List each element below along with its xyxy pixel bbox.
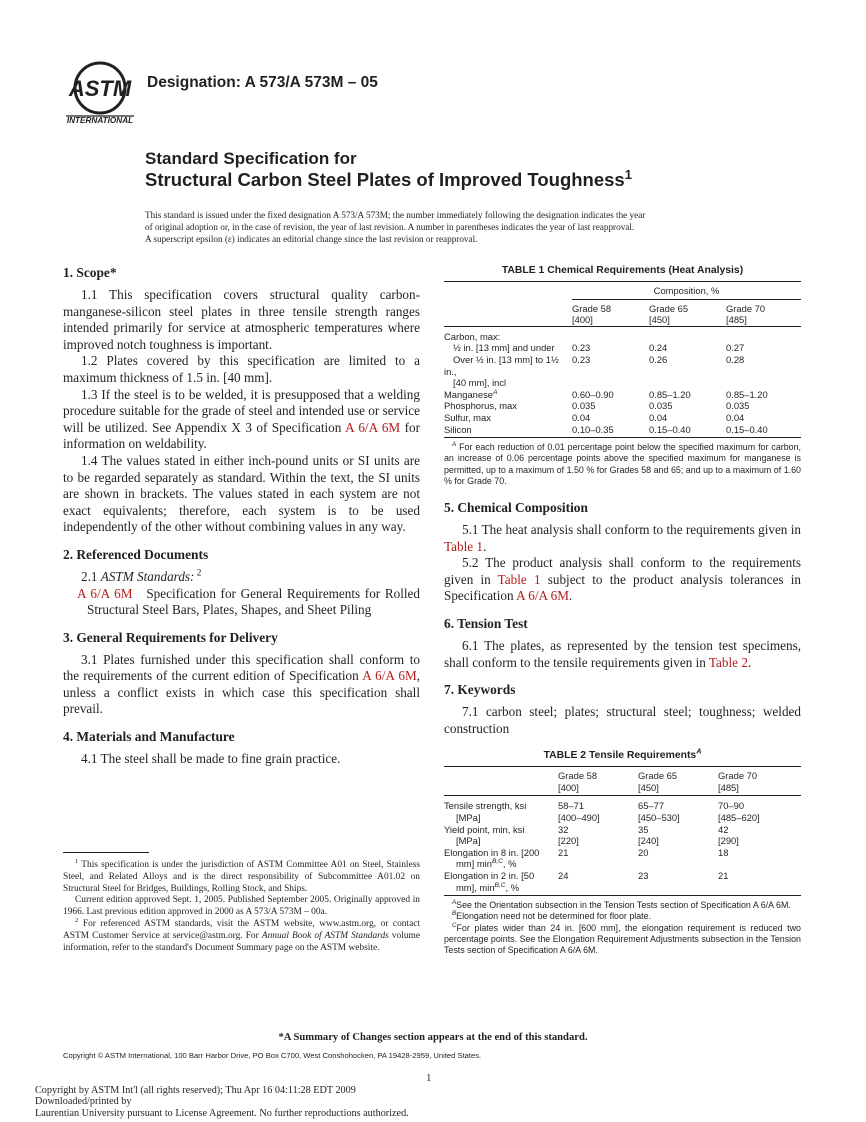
logo-subtext: INTERNATIONAL [66, 116, 134, 125]
footnote-1: $^1$ This specification is under the jurisdiction of ASTM Committee A01 on Steel, Stainless Steel, and Related Alloys and is the direct responsibility of Subcommittee A01.02 on Structural Steel for Bridges, Buildings, Rolling Stock, and Ships. [63, 857, 420, 894]
grade-header: Grade 70 [485] [726, 299, 801, 326]
tension-test-heading: 6. Tension Test [444, 615, 528, 631]
license-line: Copyright by ASTM Int'l (all rights reserved); Thu Apr 16 04:11:28 EDT 2009 [35, 1085, 356, 1096]
para-3-1: 3.1 Plates furnished under this specification shall conform to the requirements of the current edition of Specification A 6/A 6M, unless a conflict exists in which case this specification shall prevail. [63, 651, 420, 717]
chemical-composition-heading: 5. Chemical Composition [444, 499, 588, 515]
intro-note [145, 209, 725, 245]
para-5-1: 5.1 The heat analysis shall conform to the requirements given in Table 1. [444, 521, 801, 554]
table-2 [444, 766, 801, 896]
intro-line: This standard is issued under the fixed designation A 573/A 573M; the number immediately following the designation indicates the year [145, 210, 646, 220]
composition-header: Composition, % [653, 285, 720, 296]
table-row: Sulfur, max 0.04 0.04 0.04 [444, 411, 745, 423]
table-row: Tensile strength, ksi 58–71 65–77 70–90 [444, 796, 801, 812]
table-row: [MPa] [220] [240] [290] [456, 835, 739, 847]
materials-heading: 4. Materials and Manufacture [63, 729, 235, 745]
astm-logo-icon [62, 60, 138, 126]
para-7-1: 7.1 carbon steel; plates; structural steel; toughness; welded construction [444, 704, 801, 736]
footnote-2: $^2$ For referenced ASTM standards, visit the ASTM website, www.astm.org, or contact ASTM Customer Service at service@astm.org. For Annual Book of ASTM Standards volume information, refer to the standard's Document Summary page on the ASTM website. [63, 916, 420, 953]
table-2-footnotes [444, 900, 801, 956]
para-1-2: 1.2 Plates covered by this specification are limited to a maximum thickness of 1.5 in. [40 mm]. [63, 353, 420, 385]
page-footnotes [63, 857, 420, 954]
title-footnote-ref: 1 [624, 166, 632, 182]
left-column [63, 265, 420, 768]
referenced-standard: A 6/A 6M Specification for General Requirements for Rolled Structural Steel Bars, Plates, Shapes, and Sheet Piling [77, 585, 420, 618]
spec-link[interactable]: A 6/A 6M [345, 419, 401, 435]
table-1 [444, 281, 801, 438]
table-1-footnote: $^A$ For each reduction of 0.01 percentage point below the specified maximum for carbon, an increase of 0.06 percentage points above the specified maximum for manganese is permitted, up to a maximum of 1.50 % for Grades 58 and 65; and up to a maximum of 1.60 % for Grade 70. [444, 441, 801, 486]
table-row: mm] $\min^{B,C}$, % [456, 858, 517, 870]
footnote-1-edition: Current edition approved Sept. 1, 2005. Published September 2005. Originally approved in 1966. Last previous edition approved in 2000 as A 573/A 573M – 00a. [63, 895, 420, 918]
para-4-1: 4.1 The steel shall be made to fine grain practice. [81, 751, 341, 767]
table-link[interactable]: Table 1 [444, 538, 483, 554]
intro-line: A superscript epsilon (ε) indicates an editorial change since the last revision or reapproval. [145, 234, 478, 245]
designation: Designation: A 573/A 573M – 05 [147, 74, 378, 91]
para-2-1: 2.1 ASTM Standards: $^2$ [81, 567, 202, 584]
table-row: Elongation in 8 in. [200 21 20 18 [444, 846, 729, 858]
table-row: in., [444, 365, 457, 377]
para-6-1: 6.1 The plates, as represented by the tension test specimens, shall conform to the tensile requirements given in Table 2. [444, 637, 801, 670]
astm-logo [62, 60, 138, 126]
table-row: Phosphorus, max 0.035 0.035 0.035 [444, 400, 750, 412]
license-line: Laurentian University pursuant to License Agreement. No further reproductions authorized. [35, 1107, 409, 1119]
table-row: mm], $\min^{B,C}$, % [444, 882, 801, 896]
spec-link[interactable]: A 6/A 6M [516, 588, 569, 604]
para-5-2: 5.2 The product analysis shall conform to the requirements given in Table 1 subject to the product analysis tolerances in Specification A 6/A 6M. [444, 555, 801, 604]
general-requirements-heading: 3. General Requirements for Delivery [63, 629, 278, 645]
page-number: 1 [426, 1072, 432, 1084]
spec-link[interactable]: A 6/A 6M [362, 668, 417, 684]
title-line2 [145, 166, 632, 191]
table-row: Yield point, min, ksi 32 35 42 [444, 823, 729, 835]
table-row: [MPa] [400–490] [450–530] [485–620] [456, 812, 760, 824]
para-1-3: 1.3 If the steel is to be welded, it is presupposed that a welding procedure suitable for the grade of steel and intended use or service will be utilized. See Appendix X 3 of Specification A 6/A 6M for information on weldability. [63, 386, 420, 452]
table-row: Silicon 0.10–0.35 0.15–0.40 0.15–0.40 [444, 424, 801, 438]
scope-heading: 1. Scope* [63, 265, 117, 280]
grade-header: Grade 65 [450] [649, 299, 726, 326]
table-link[interactable]: Table 1 [497, 571, 541, 587]
table-2-footnote: $^B$Elongation need not be determined for floor plate. [452, 910, 652, 922]
license-line: Downloaded/printed by [35, 1096, 132, 1108]
table-row: Over ½ in. [13 mm] to 1½ 0.23 0.26 0.28 [453, 353, 745, 365]
table-row: [40 mm], incl [453, 377, 507, 389]
para-1-4: 1.4 The values stated in either inch-pound units or SI units are to be regarded separately as standard. Within the text, the SI units are shown in brackets. The values stated in each system are not exact equivalents; therefore, each system is to be used independently of the other without combining values in any way. [63, 452, 420, 535]
grade-header: Grade 58 [400] [558, 770, 598, 793]
spec-link[interactable]: A 6/A 6M [77, 585, 133, 601]
logo-text: ASTM [68, 76, 132, 101]
grade-header: Grade 58 [400] [572, 299, 649, 326]
title-line1: Standard Specification for [145, 149, 357, 168]
table-row: Manganese$^A$ 0.60–0.90 0.85–1.20 0.85–1.20 [444, 388, 768, 400]
table-2-caption: TABLE 2 Tensile Requirements$^A$ [543, 746, 702, 762]
table-2-footnote: $^A$See the Orientation subsection in the Tension Tests section of Specification A 6/A 6M. [452, 899, 791, 911]
para-1-1: 1.1 This specification covers structural quality carbon-manganese-silicon steel plates in three tensile strength ranges intended primarily for service at atmospheric temperatures where improved notch toughness is important. [63, 287, 420, 352]
table-row: ½ in. [13 mm] and under 0.23 0.24 0.27 [453, 342, 745, 354]
title-text: Structural Carbon Steel Plates of Improved Toughness [145, 169, 625, 190]
table-row: Elongation in 2 in. [50 24 23 21 [444, 870, 729, 882]
footnote-divider [63, 852, 149, 853]
table-row: Carbon, max: [444, 326, 801, 342]
table-2-footnote: $^C$For plates wider than 24 in. [600 mm], the elongation requirement is reduced two percentage points. See the Elongation Requirement Adjustments subsection in the Tension Tests section of Specification A 6/A 6M. [444, 921, 801, 956]
summary-note: *A Summary of Changes section appears at the end of this standard. [278, 1032, 588, 1043]
keywords-heading: 7. Keywords [444, 682, 516, 698]
intro-line: of original adoption or, in the case of revision, the year of last revision. A number in parentheses indicates the year of last reapproval. [145, 222, 635, 233]
license-notice [35, 1085, 409, 1119]
table-link[interactable]: Table 2 [708, 654, 748, 670]
right-column [444, 265, 801, 956]
grade-header: Grade 65 [450] [638, 770, 678, 793]
copyright-line: Copyright © ASTM International, 100 Barr Harbor Drive, PO Box C700, West Conshohocken, PA 19428-2959, United States. [63, 1051, 482, 1060]
grade-header: Grade 70 [485] [718, 770, 758, 793]
referenced-docs-heading: 2. Referenced Documents [63, 546, 209, 562]
table-1-caption: TABLE 1 Chemical Requirements (Heat Analysis) [501, 265, 744, 276]
